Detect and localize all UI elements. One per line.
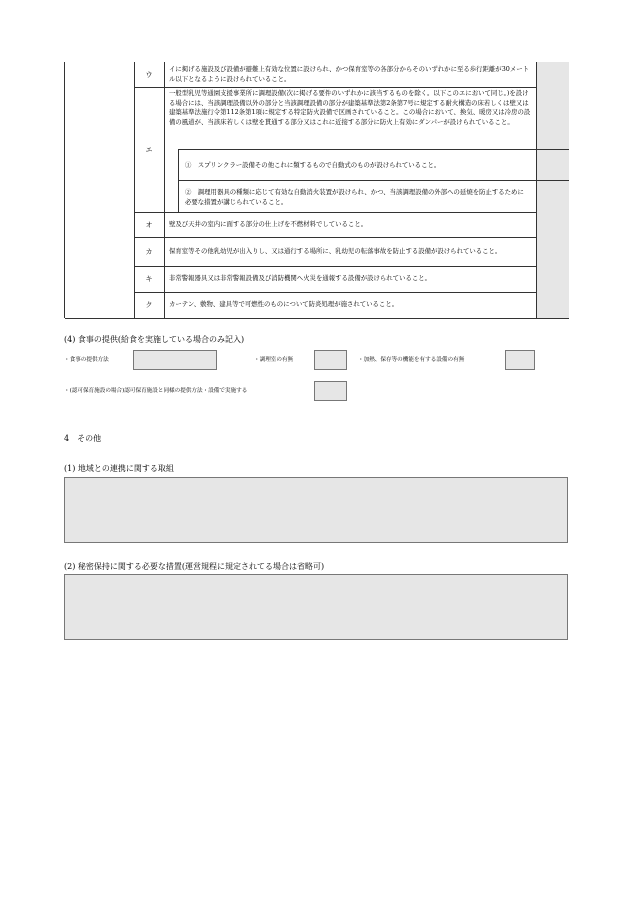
check-cell[interactable]	[536, 237, 569, 266]
community-field[interactable]	[64, 477, 568, 543]
table-category-column	[65, 62, 135, 319]
sub-item-1: ① スプリンクラー設備その他これに類するもので自動式のものが設けられていること。	[178, 149, 536, 180]
sub-item-2: ② 調理用器具の種類に応じて有効な自動消火装置が設けられ、かつ、当該調理設備の外部への延焼を防止するために必要な措置が講じられていること。	[178, 180, 536, 212]
table-row-u	[134, 62, 569, 88]
check-cell[interactable]	[536, 266, 569, 292]
fire-safety-table	[64, 62, 569, 318]
confidentiality-field[interactable]	[64, 574, 568, 640]
row-text: 非常警報器具又は非常警報設備及び消防機関へ火災を通報する設備が設けられていること。	[169, 274, 432, 283]
row-label: ウ	[134, 62, 165, 87]
row-text: カーテン、敷物、建具等で可燃性のものについて防炎処理が施されていること。	[169, 300, 399, 309]
row-text: 壁及び天井の室内に面する部分の仕上げを不燃材料でしていること。	[169, 219, 368, 228]
check-cell[interactable]	[536, 292, 569, 318]
check-cell[interactable]	[536, 180, 569, 213]
heating-equipment-label: ・加熱、保存等の機能を有する設備の有無	[358, 357, 465, 363]
check-cell[interactable]	[536, 149, 569, 181]
table-row-o	[134, 212, 569, 238]
confidentiality-heading: (2) 秘密保持に関する必要な措置(運営規程に規定されてる場合は省略可)	[64, 562, 325, 571]
meal-method-field[interactable]	[133, 350, 217, 370]
others-heading: 4 その他	[64, 434, 102, 443]
table-row-ka	[134, 237, 569, 267]
heating-equipment-field[interactable]	[505, 350, 535, 370]
meal-method-label: ・食事の提供方法	[64, 357, 109, 363]
approved-facility-field[interactable]	[314, 381, 347, 401]
row-text: 一般型乳児等通園支援事業所に調理設備(次に掲げる要件のいずれかに該当するものを除く。以下このエにおいて同じ。)を設ける場合には、当該調理設備以外の部分と当該調理設備の部分が建築基準法第2条第7号に規定する耐火構造の床若しくは壁又は建築基準法施行令第112条第1項に規定する特定防火設備で区画されていること。この場合において、換気、暖房又は冷房の設備の風道が、当該床若しくは壁を貫通する部分又はこれに近接する部分に防火上有効にダンパーが設けられていること。	[169, 89, 531, 126]
row-text: イに掲げる施設及び設備が避難上有効な位置に設けられ、かつ保育室等の各部分からそのいずれかに至る歩行距離が30メートル以下となるように設けられていること。	[169, 64, 529, 83]
table-row-ku	[134, 292, 569, 319]
row-label: オ	[134, 212, 165, 237]
row-label: ク	[134, 292, 165, 318]
community-heading: (1) 地域との連携に関する取組	[64, 464, 174, 473]
kitchen-label: ・調理室の有無	[254, 357, 294, 363]
table-row-ki	[134, 266, 569, 293]
row-label: キ	[134, 266, 165, 292]
check-cell[interactable]	[536, 87, 569, 149]
kitchen-field[interactable]	[314, 350, 347, 370]
table-row-e	[134, 87, 569, 213]
meal-heading: (4) 食事の提供(給食を実施している場合のみ記入)	[64, 335, 245, 344]
check-cell[interactable]	[536, 212, 569, 237]
approved-facility-label: ・(認可保育施設の場合)認可保育施設と同様の提供方法・設備で実施する	[64, 388, 248, 394]
row-label: カ	[134, 237, 165, 266]
row-label: エ	[134, 87, 165, 212]
row-text: 保育室等その他乳幼児が出入りし、又は通行する場所に、乳幼児の転落事故を防止する設備が設けられていること。	[169, 246, 502, 255]
check-cell[interactable]	[536, 62, 569, 87]
